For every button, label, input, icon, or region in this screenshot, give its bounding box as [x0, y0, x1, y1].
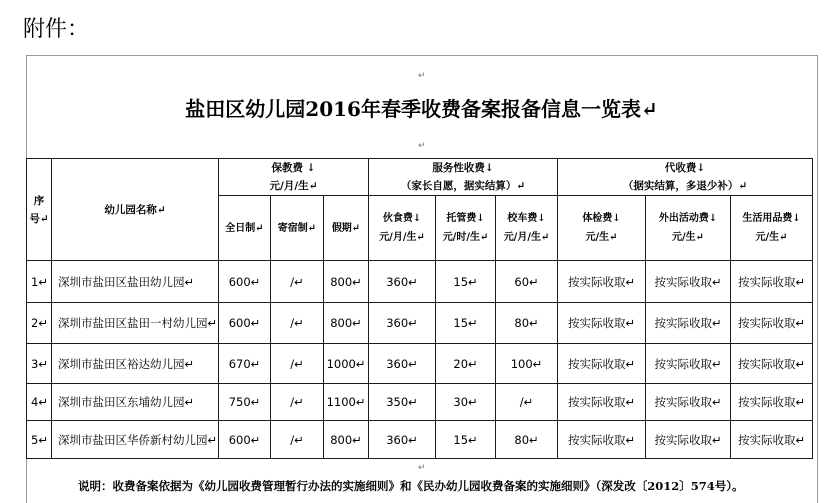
kindergarten-name-cell: 深圳市盐田区盐田幼儿园↵: [52, 261, 219, 303]
checkup-fee-cell: 按实际收取↵: [558, 303, 646, 344]
meal-fee-cell: 360↵: [369, 303, 436, 344]
supplies-fee-cell: 按实际收取↵: [731, 303, 813, 344]
outing-fee-cell: 按实际收取↵: [646, 421, 731, 459]
paragraph-mark: ↵: [418, 71, 426, 81]
row-number-cell: 5↵: [27, 421, 52, 459]
boarding-fee-cell: /↵: [271, 421, 324, 459]
supplies-fee-cell: 按实际收取↵: [731, 421, 813, 459]
care-fee-cell: 15↵: [436, 261, 496, 303]
boarding-fee-cell: /↵: [271, 344, 324, 384]
care-fee-cell: 20↵: [436, 344, 496, 384]
row-number-cell: 1↵: [27, 261, 52, 303]
school-bus-fee-cell: 80↵: [496, 421, 558, 459]
holiday-fee-cell: 800↵: [324, 303, 369, 344]
checkup-fee-cell: 按实际收取↵: [558, 261, 646, 303]
header-school-bus-fee: [496, 196, 558, 261]
header-school-bus-fee-label: 校车费↓: [507, 213, 546, 224]
table-row: [27, 421, 813, 459]
header-service-title: 服务性收费↓: [432, 162, 494, 174]
header-outing-fee: [646, 196, 731, 261]
table-row: [27, 344, 813, 384]
outing-fee-cell: 按实际收取↵: [646, 344, 731, 384]
full-day-fee-cell: 600↵: [219, 303, 271, 344]
page-title: 盐田区幼儿园2016年春季收费备案报备信息一览表↵: [185, 97, 658, 121]
header-supplies-fee: [731, 196, 813, 261]
header-care-fee-label: 托管费↓: [446, 213, 485, 224]
meal-fee-cell: 360↵: [369, 344, 436, 384]
header-school-bus-fee-unit: 元/月/生↵: [503, 232, 550, 243]
paragraph-mark: ↵: [418, 141, 426, 151]
boarding-fee-cell: /↵: [271, 261, 324, 303]
table-row: [27, 261, 813, 303]
holiday-fee-cell: 800↵: [324, 421, 369, 459]
header-checkup-fee: [558, 196, 646, 261]
header-meal-fee: [369, 196, 436, 261]
boarding-fee-cell: /↵: [271, 384, 324, 421]
header-meal-fee-label: 伙食费↓: [382, 213, 422, 224]
table-row: [27, 384, 813, 421]
school-bus-fee-cell: 100↵: [496, 344, 558, 384]
header-tuition-title: 保教费 ↓: [271, 162, 316, 174]
care-fee-cell: 30↵: [436, 384, 496, 421]
attachment-label: 附件：: [23, 17, 90, 42]
paragraph-mark: ↵: [418, 463, 426, 473]
header-collected-fee: [558, 159, 813, 196]
header-meal-fee-unit: 元/月/生↵: [379, 232, 425, 243]
full-day-fee-cell: 670↵: [219, 344, 271, 384]
table-body: [27, 261, 813, 459]
row-number-cell: 3↵: [27, 344, 52, 384]
header-care-fee-unit: 元/时/生↵: [442, 232, 489, 243]
header-collected-note: （据实结算，多退少补）↵: [622, 180, 748, 192]
header-care-fee: [436, 196, 496, 261]
kindergarten-name-cell: 深圳市盐田区东埔幼儿园↵: [52, 384, 219, 421]
fee-table: [26, 158, 813, 459]
header-kindergarten-name: 幼儿园名称↵: [52, 159, 219, 261]
checkup-fee-cell: 按实际收取↵: [558, 421, 646, 459]
table-row: [27, 303, 813, 344]
supplies-fee-cell: 按实际收取↵: [731, 344, 813, 384]
meal-fee-cell: 360↵: [369, 421, 436, 459]
header-checkup-fee-unit: 元/生↵: [585, 232, 618, 243]
supplies-fee-cell: 按实际收取↵: [731, 384, 813, 421]
footnote: 说明：收费备案依据为《幼儿园收费管理暂行办法的实施细则》和《民办幼儿园收费备案的实施细则》（深发改〔2012〕574号）。: [78, 479, 744, 493]
row-number-cell: 4↵: [27, 384, 52, 421]
header-tuition-unit: 元/月/生↵: [269, 180, 318, 192]
boarding-fee-cell: /↵: [271, 303, 324, 344]
header-seq: [27, 159, 52, 261]
header-supplies-fee-label: 生活用品费↓: [742, 213, 801, 224]
header-collected-title: 代收费↓: [664, 162, 706, 174]
care-fee-cell: 15↵: [436, 421, 496, 459]
holiday-fee-cell: 1100↵: [324, 384, 369, 421]
header-seq-line2: 号↵: [29, 212, 49, 225]
row-number-cell: 2↵: [27, 303, 52, 344]
header-tuition-fee: [219, 159, 369, 196]
full-day-fee-cell: 600↵: [219, 261, 271, 303]
header-row-1: [27, 159, 813, 196]
kindergarten-name-cell: 深圳市盐田区华侨新村幼儿园↵: [52, 421, 219, 459]
kindergarten-name-cell: 深圳市盐田区盐田一村幼儿园↵: [52, 303, 219, 344]
header-checkup-fee-label: 体检费↓: [582, 213, 621, 224]
header-service-fee: [369, 159, 558, 196]
header-full-day: 全日制↵: [219, 196, 271, 261]
meal-fee-cell: 350↵: [369, 384, 436, 421]
header-outing-fee-label: 外出活动费↓: [658, 213, 718, 224]
header-outing-fee-unit: 元/生↵: [672, 232, 705, 243]
school-bus-fee-cell: 80↵: [496, 303, 558, 344]
header-holiday: 假期↵: [324, 196, 369, 261]
checkup-fee-cell: 按实际收取↵: [558, 384, 646, 421]
header-service-note: （家长自愿，据实结算）↵: [400, 180, 526, 192]
header-boarding: 寄宿制↵: [271, 196, 324, 261]
header-seq-line1: 序: [33, 194, 45, 207]
supplies-fee-cell: 按实际收取↵: [731, 261, 813, 303]
checkup-fee-cell: 按实际收取↵: [558, 344, 646, 384]
meal-fee-cell: 360↵: [369, 261, 436, 303]
school-bus-fee-cell: /↵: [496, 384, 558, 421]
outing-fee-cell: 按实际收取↵: [646, 261, 731, 303]
school-bus-fee-cell: 60↵: [496, 261, 558, 303]
full-day-fee-cell: 600↵: [219, 421, 271, 459]
care-fee-cell: 15↵: [436, 303, 496, 344]
kindergarten-name-cell: 深圳市盐田区裕达幼儿园↵: [52, 344, 219, 384]
outing-fee-cell: 按实际收取↵: [646, 384, 731, 421]
header-supplies-fee-unit: 元/生↵: [755, 232, 788, 243]
holiday-fee-cell: 800↵: [324, 261, 369, 303]
outing-fee-cell: 按实际收取↵: [646, 303, 731, 344]
holiday-fee-cell: 1000↵: [324, 344, 369, 384]
full-day-fee-cell: 750↵: [219, 384, 271, 421]
